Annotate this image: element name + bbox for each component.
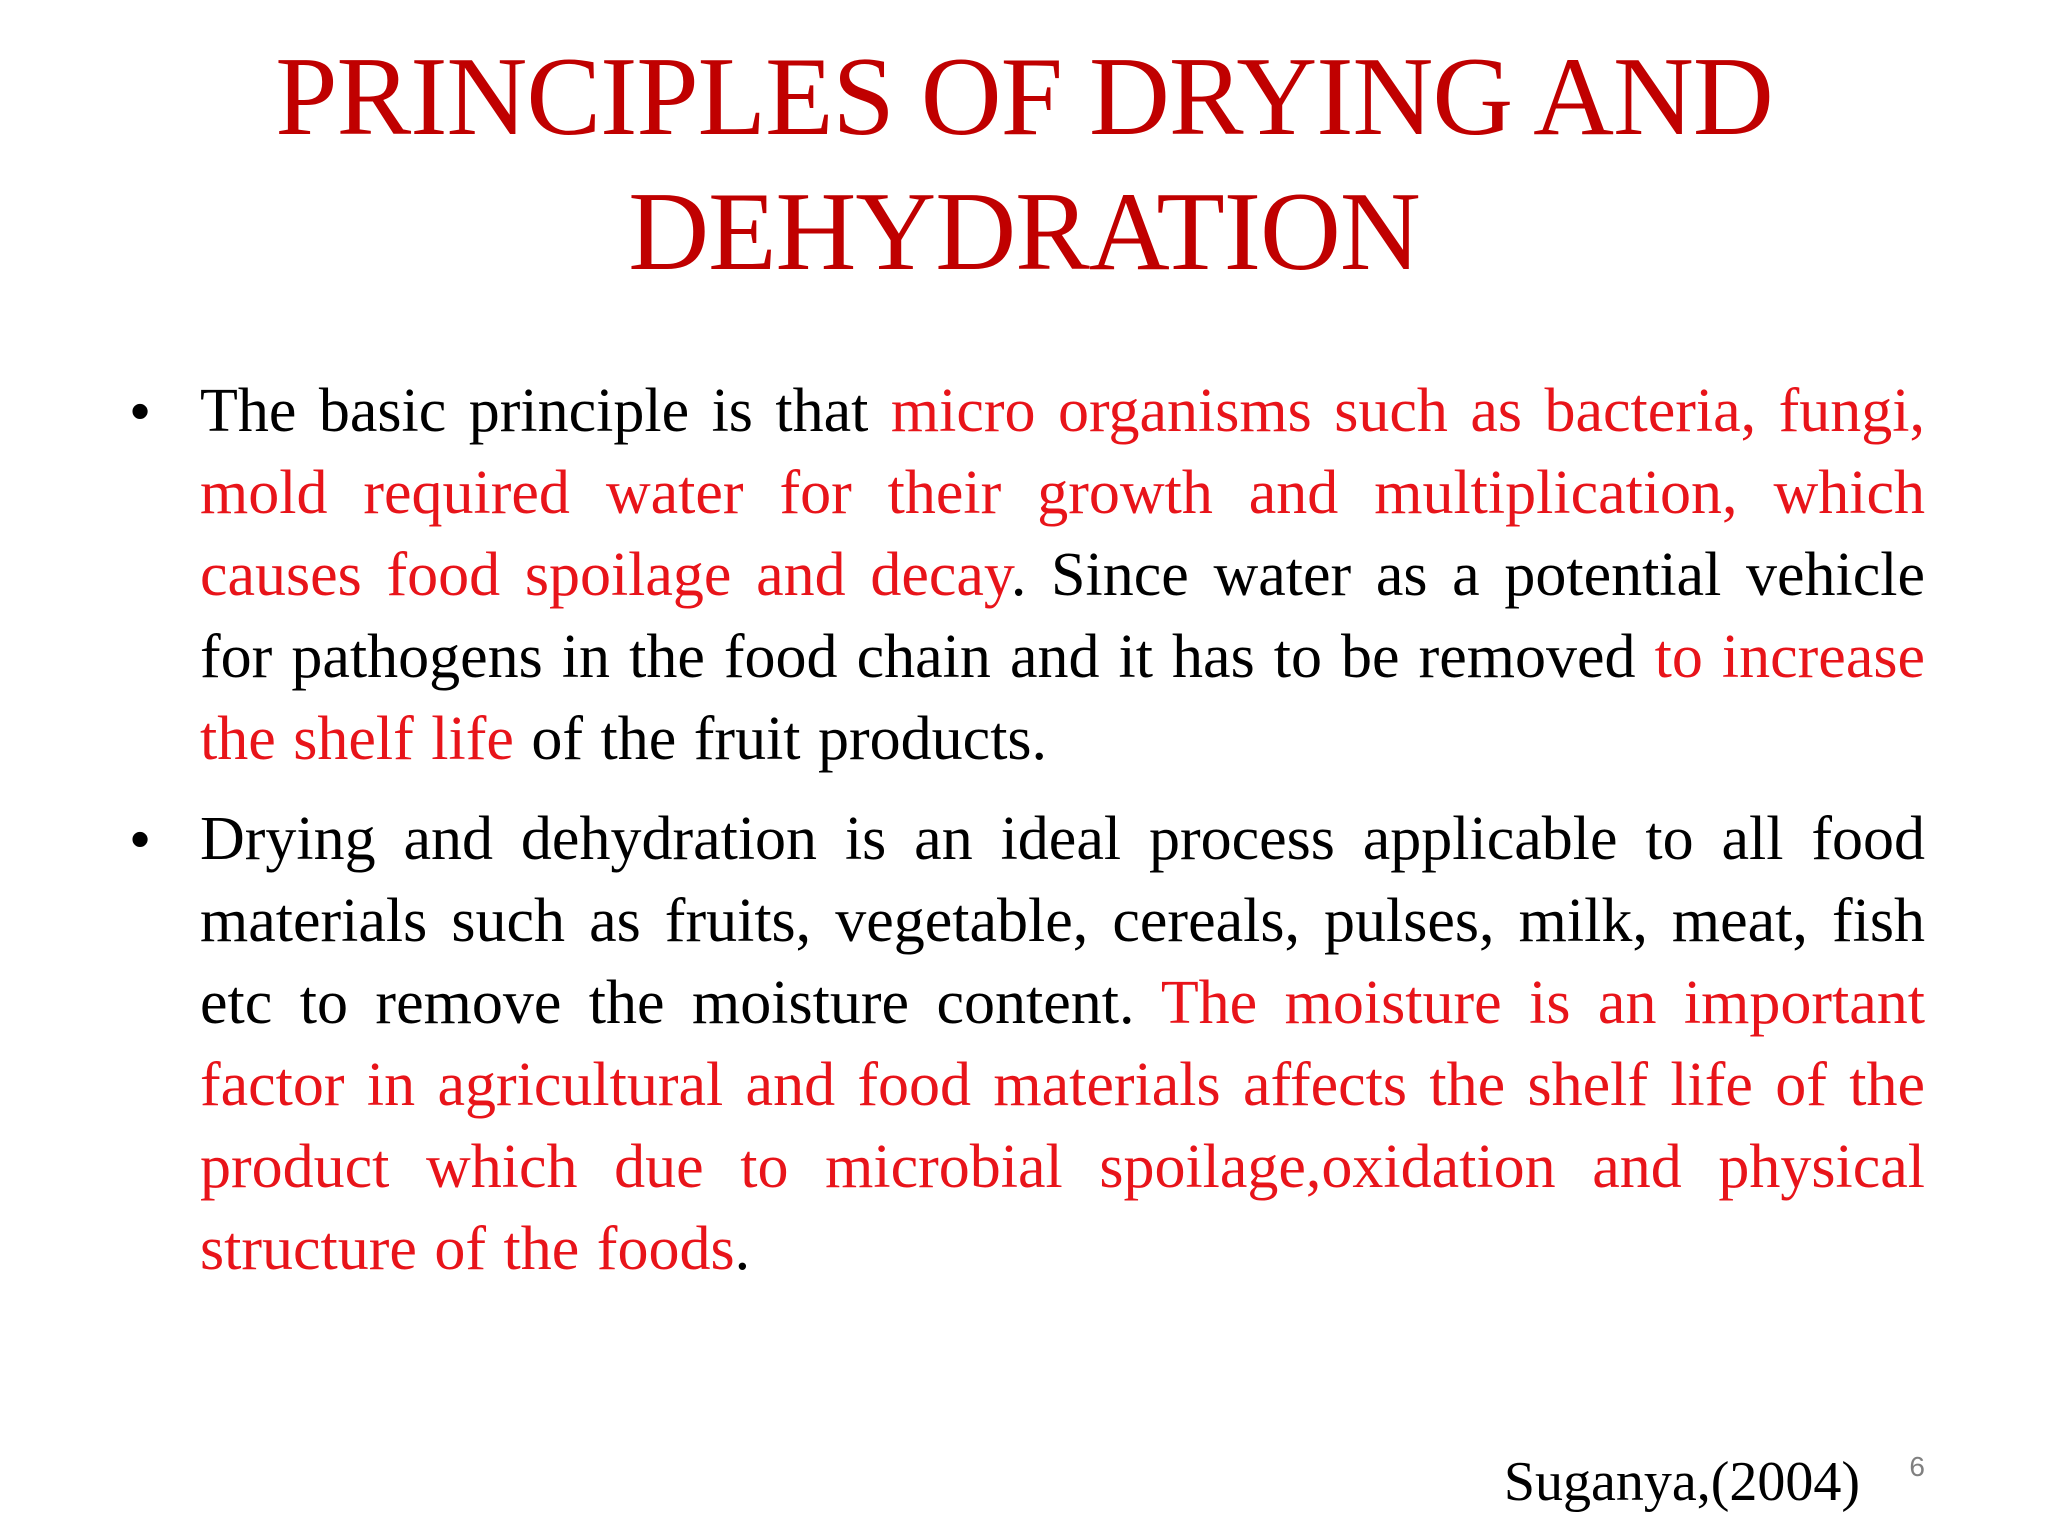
bullet-icon: • <box>130 379 150 442</box>
bullet-2-text-plain: . <box>734 1215 751 1283</box>
bullet-2-text-highlight: The moisture is an important factor in agricultural and food materials affects the shelf life of the product which due to microbial spoilage,oxidation and physical structure of the foods <box>200 969 1925 1283</box>
bullet-1-text-highlight: to increase the shelf life <box>200 623 1925 773</box>
slide-title <box>0 30 2048 300</box>
bullet-2-text-plain: Drying and dehydration is an ideal process applicable to all food materials such as fruits, vegetable, cereals, pulses, milk, meat, fish etc to remove the moisture content. <box>200 805 1925 1037</box>
title-line-2: DEHYDRATION <box>628 170 1420 294</box>
bullet-icon: • <box>130 807 150 870</box>
bullet-1-text-highlight: micro organisms such as bacteria, fungi, mold required water for their growth and multiplication, which causes food spoilage and decay <box>200 377 1925 609</box>
page-number: 6 <box>1909 1451 1925 1482</box>
citation: Suganya,(2004) <box>1503 1451 1860 1513</box>
bullet-1-text-plain: of the fruit products. <box>513 705 1048 773</box>
bullet-item-1 <box>130 370 1925 780</box>
bullet-1-text-plain: The basic principle is that <box>200 377 891 445</box>
bullet-1-text-plain: . Since water as a potential vehicle for pathogens in the food chain and it has to be removed <box>200 541 1925 691</box>
title-line-1: PRINCIPLES OF DRYING AND <box>275 35 1773 159</box>
bullet-list <box>130 370 1925 1308</box>
bullet-item-2 <box>130 798 1925 1290</box>
